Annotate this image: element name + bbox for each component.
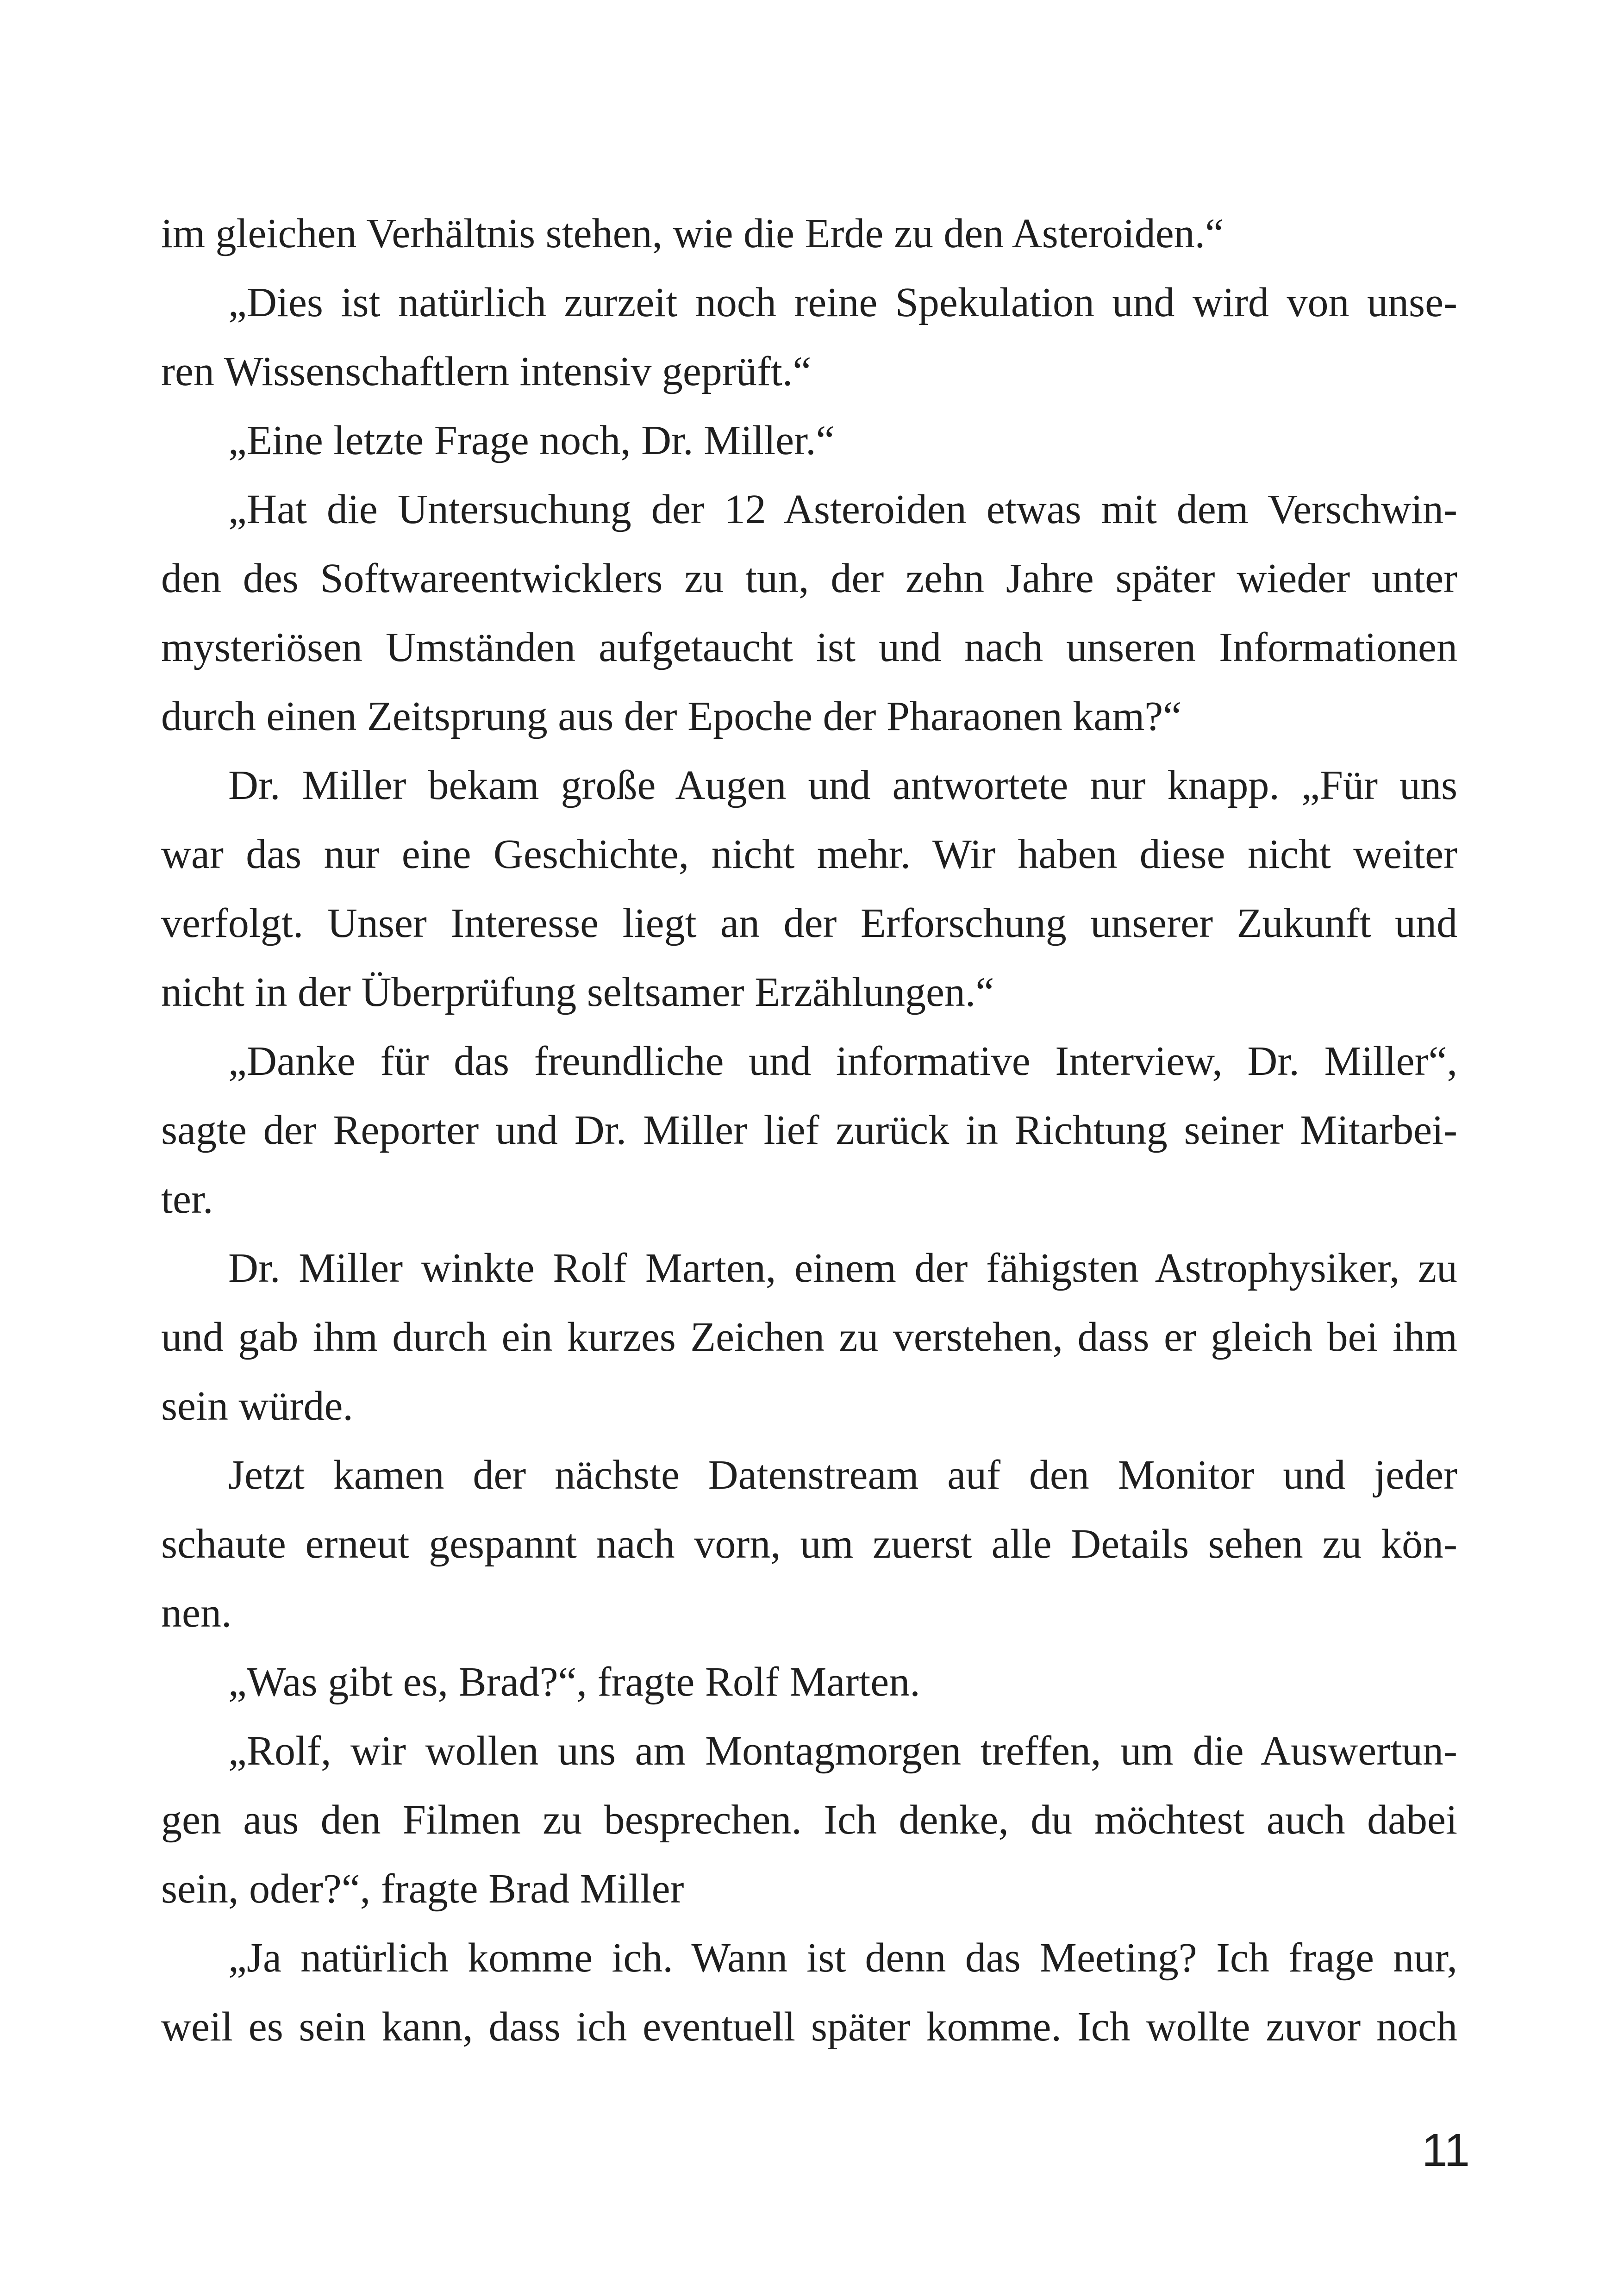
text-line: gen aus den Filmen zu besprechen. Ich denke, du möchtest auch dabei: [161, 1797, 1457, 1843]
text-line: nen.: [161, 1590, 232, 1636]
text-line: ren Wissenschaftlern intensiv geprüft.“: [161, 349, 812, 394]
text-line: „Dies ist natürlich zurzeit noch reine Spekulation und wird von unse-: [228, 280, 1457, 325]
text-line: sagte der Reporter und Dr. Miller lief zurück in Richtung seiner Mitarbei-: [161, 1107, 1457, 1153]
text-line: sein, oder?“, fragte Brad Miller: [161, 1866, 684, 1912]
text-line: durch einen Zeitsprung aus der Epoche der Pharaonen kam?“: [161, 693, 1182, 739]
text-line: sein würde.: [161, 1383, 353, 1429]
text-line: „Rolf, wir wollen uns am Montagmorgen treffen, um die Auswertun-: [228, 1728, 1457, 1774]
text-line: „Hat die Untersuchung der 12 Asteroiden etwas mit dem Verschwin-: [228, 487, 1457, 532]
text-line: „Danke für das freundliche und informative Interview, Dr. Miller“,: [228, 1038, 1457, 1084]
text-line: Dr. Miller winkte Rolf Marten, einem der fähigsten Astrophysiker, zu: [228, 1245, 1457, 1291]
text-line: Dr. Miller bekam große Augen und antwortete nur knapp. „Für uns: [228, 762, 1457, 808]
text-line: war das nur eine Geschichte, nicht mehr. Wir haben diese nicht weiter: [161, 831, 1457, 877]
text-line: weil es sein kann, dass ich eventuell später komme. Ich wollte zuvor noch: [161, 2004, 1457, 2050]
text-line: „Was gibt es, Brad?“, fragte Rolf Marten.: [228, 1659, 920, 1705]
text-line: ter.: [161, 1176, 213, 1222]
page-number: 11: [1422, 2124, 1470, 2176]
text-line: schaute erneut gespannt nach vorn, um zuerst alle Details sehen zu kön-: [161, 1521, 1457, 1567]
text-line: Jetzt kamen der nächste Datenstream auf den Monitor und jeder: [228, 1452, 1457, 1498]
text-line: und gab ihm durch ein kurzes Zeichen zu verstehen, dass er gleich bei ihm: [161, 1314, 1457, 1360]
text-line: „Ja natürlich komme ich. Wann ist denn das Meeting? Ich frage nur,: [228, 1935, 1457, 1981]
text-line: verfolgt. Unser Interesse liegt an der Erforschung unserer Zukunft und: [161, 900, 1457, 946]
text-line: „Eine letzte Frage noch, Dr. Miller.“: [228, 418, 835, 463]
text-line: mysteriösen Umständen aufgetaucht ist und nach unseren Informationen: [161, 624, 1457, 670]
text-line: nicht in der Überprüfung seltsamer Erzählungen.“: [161, 969, 994, 1015]
text-line: den des Softwareentwicklers zu tun, der zehn Jahre später wieder unter: [161, 555, 1457, 601]
body-text: [161, 199, 1457, 2061]
text-line: im gleichen Verhältnis stehen, wie die Erde zu den Asteroiden.“: [161, 211, 1224, 256]
